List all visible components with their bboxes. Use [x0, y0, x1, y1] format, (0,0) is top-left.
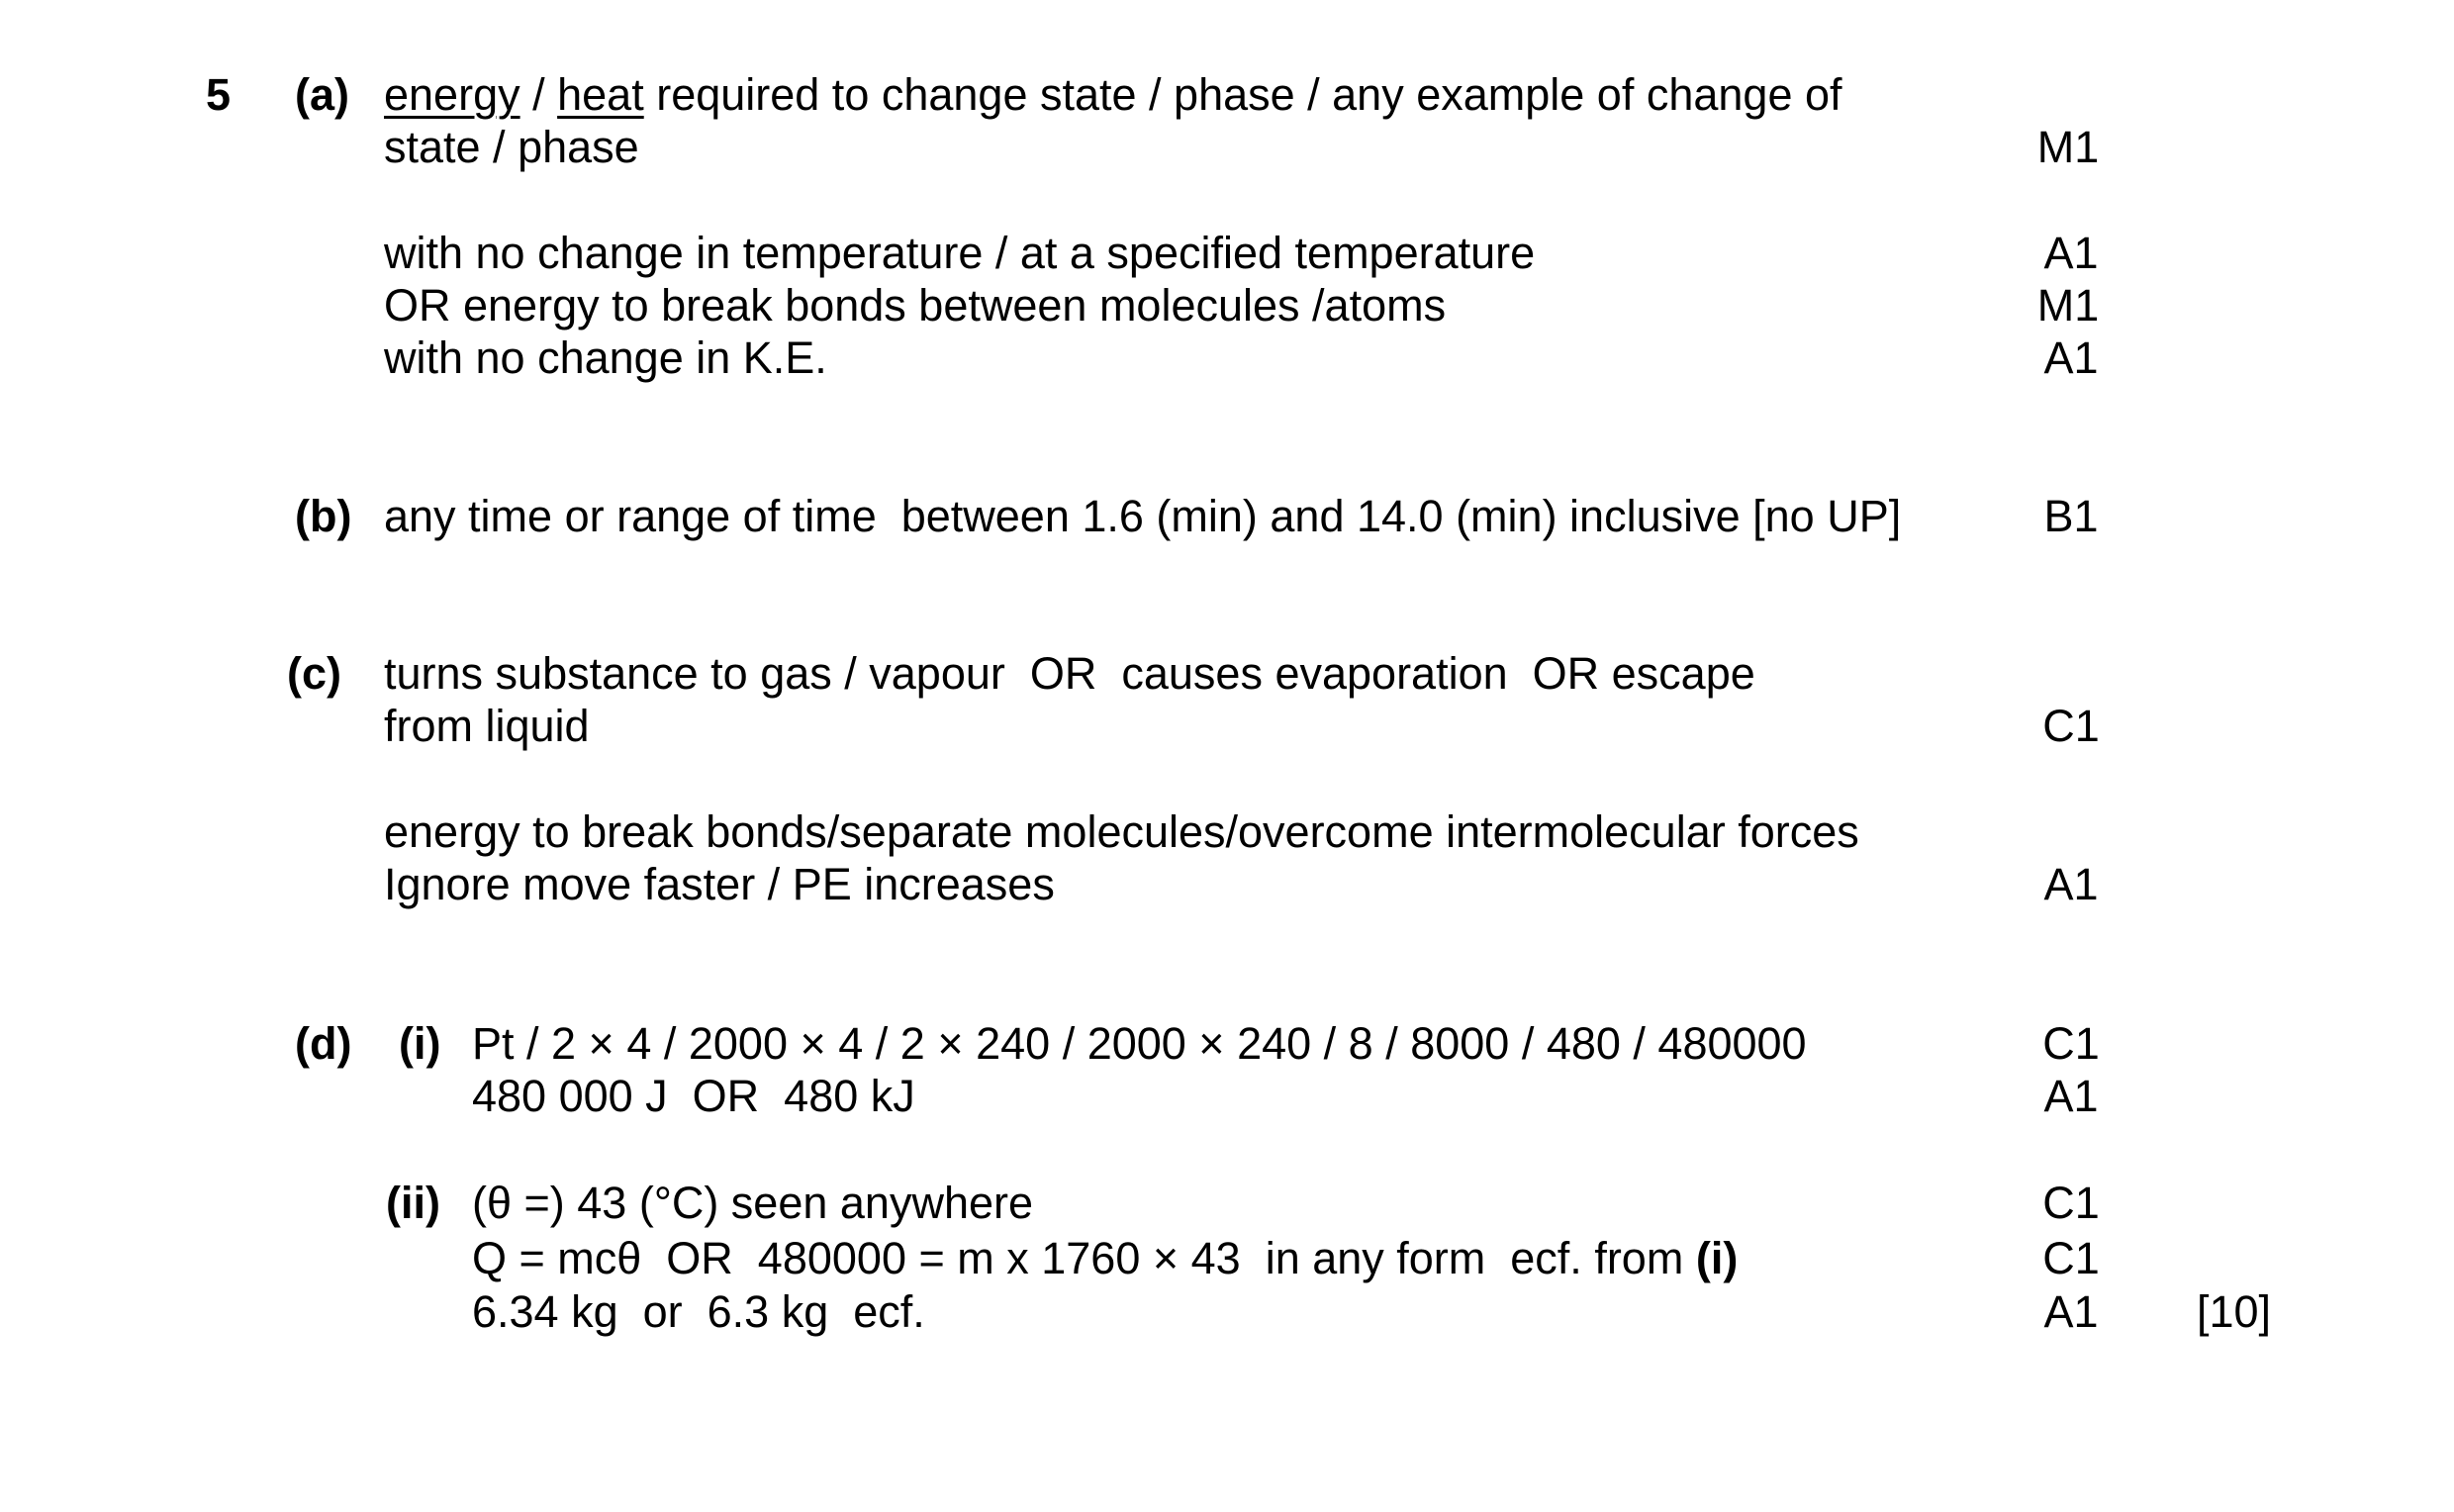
part-a-mark3: M1 [2036, 280, 2100, 331]
part-d-label: (d) [295, 1018, 352, 1069]
part-d-i-mark1: C1 [2042, 1018, 2100, 1069]
part-d-ii-line1: (θ =) 43 (°C) seen anywhere [472, 1178, 1034, 1228]
part-d-i-mark2: A1 [2043, 1071, 2099, 1121]
part-a-sep: / [519, 69, 558, 120]
part-a-line1-rest: required to change state / phase / any example of change of [643, 69, 1842, 120]
part-d-ii-line3: 6.34 kg or 6.3 kg ecf. [472, 1286, 925, 1337]
part-d-ii-mark1: C1 [2042, 1178, 2100, 1228]
part-b-line1: any time or range of time between 1.6 (min) and 14.0 (min) inclusive [no UP] [384, 491, 1902, 541]
part-a-word-energy: energy [384, 69, 520, 120]
part-a-line4: OR energy to break bonds between molecules /atoms [384, 280, 1447, 331]
part-c-line2: from liquid [384, 701, 590, 751]
question-total-marks: [10] [2197, 1286, 2272, 1337]
part-d-ii-mark3: A1 [2043, 1286, 2099, 1337]
part-b-mark1: B1 [2043, 491, 2099, 541]
part-a-line1 [384, 68, 1842, 121]
part-c-label: (c) [287, 648, 341, 699]
part-a-label: (a) [295, 69, 349, 120]
part-a-line2: state / phase [384, 122, 639, 172]
part-d-ii-line2-main: Q = mcθ OR 480000 = m x 1760 × 43 in any form ecf. from [472, 1233, 1696, 1283]
part-a-line5: with no change in K.E. [384, 332, 827, 383]
part-d-i-label: (i) [399, 1018, 441, 1069]
part-a-mark4: A1 [2043, 332, 2099, 383]
part-c-mark2: A1 [2043, 859, 2099, 909]
part-d-ii-line2-ref: (i) [1695, 1233, 1739, 1283]
part-a-mark2: A1 [2043, 228, 2099, 278]
part-a-line3: with no change in temperature / at a specified temperature [384, 228, 1536, 278]
part-c-line1: turns substance to gas / vapour OR causes evaporation OR escape [384, 648, 1755, 699]
part-d-ii-label: (ii) [386, 1178, 440, 1228]
part-c-mark1: C1 [2042, 701, 2100, 751]
part-b-label: (b) [295, 491, 352, 541]
part-a-word-heat: heat [557, 69, 644, 120]
part-a-mark1: M1 [2036, 122, 2100, 172]
part-d-ii-mark2: C1 [2042, 1233, 2100, 1283]
part-d-i-line1: Pt / 2 × 4 / 2000 × 4 / 2 × 240 / 2000 × 240 / 8 / 8000 / 480 / 480000 [472, 1018, 1807, 1069]
part-c-line4: Ignore move faster / PE increases [384, 859, 1055, 909]
part-d-ii-line2 [472, 1232, 1738, 1284]
part-c-line3: energy to break bonds/separate molecules/overcome intermolecular forces [384, 806, 1859, 857]
part-d-i-line2: 480 000 J OR 480 kJ [472, 1071, 915, 1121]
question-number: 5 [206, 69, 232, 120]
